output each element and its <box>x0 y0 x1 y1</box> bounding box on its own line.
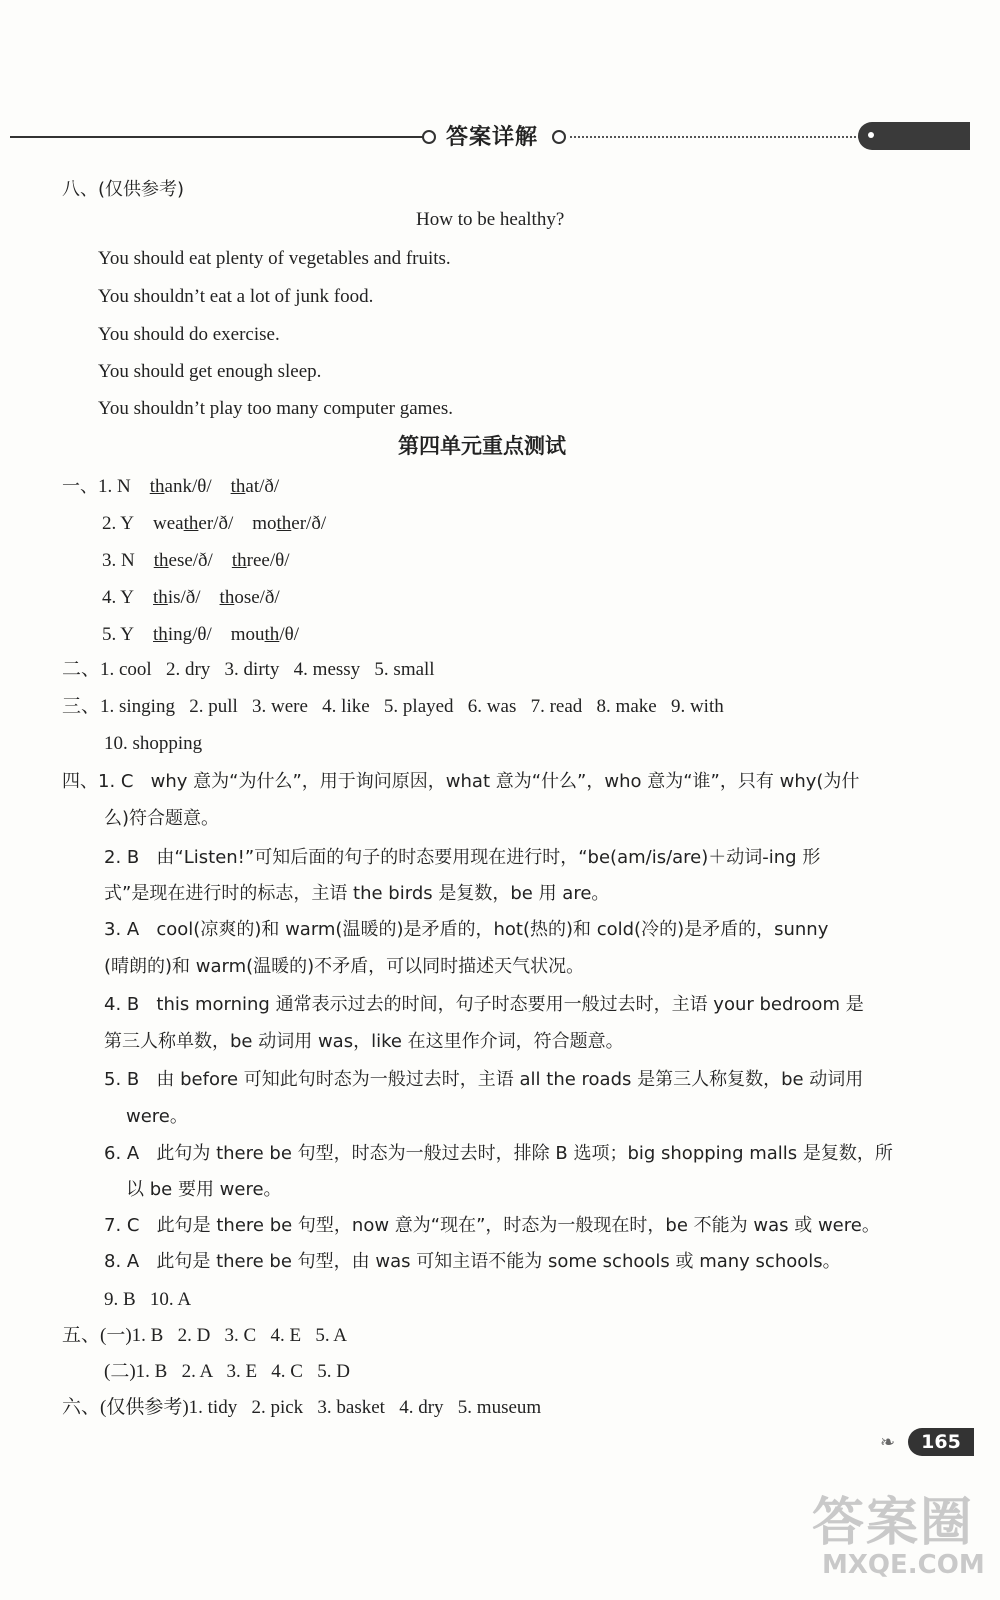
part5-line-1: 五、(一)1. B 2. D 3. C 4. E 5. A <box>62 1325 348 1346</box>
part4-line-9: 5. B 由 before 可知此句时态为一般过去时，主语 all the roads 是第三人称复数，be 动词用 <box>104 1069 864 1090</box>
word-rest: ese/ð/ <box>168 550 213 571</box>
part4-line-15: 9. B 10. A <box>104 1289 192 1310</box>
word-rest: ree/θ/ <box>246 550 290 571</box>
section8-title: How to be healthy? <box>416 209 565 230</box>
item-number: 2. Y <box>102 513 135 534</box>
underlined-letters: th <box>183 513 199 534</box>
part1-label: 一、 <box>62 476 98 497</box>
part4-line-12: 以 be 要用 were。 <box>126 1179 282 1200</box>
header-dot-right <box>552 130 566 144</box>
underlined-letters: th <box>153 624 168 645</box>
part6-answers: 六、(仅供参考)1. tidy 2. pick 3. basket 4. dry 5. museum <box>62 1397 542 1418</box>
part4-line-1: 四、1. C why 意为“为什么”，用于询问原因，what 意为“什么”，who 意为“谁”，只有 why(为什 <box>62 771 860 792</box>
section8-line-5: You shouldn’t play too many computer games. <box>98 398 453 419</box>
part4-line-5: 3. A cool(凉爽的)和 warm(温暖的)是矛盾的，hot(热的)和 cold(冷的)是矛盾的，sunny <box>104 919 829 940</box>
item-number: 5. Y <box>102 624 135 645</box>
word-rest: ank/θ/ <box>164 476 212 497</box>
word-start: wea <box>153 513 184 534</box>
word-rest: er/ð/ <box>198 513 234 534</box>
underlined-letters: th <box>149 476 165 497</box>
part4-line-2: 么)符合题意。 <box>104 808 220 829</box>
section8-line-1: You should eat plenty of vegetables and fruits. <box>98 248 451 269</box>
underlined-letters: th <box>230 476 246 497</box>
word-rest: /θ/ <box>279 624 299 645</box>
watermark-main: 答案圈 <box>812 1493 975 1553</box>
word-rest: ing/θ/ <box>167 624 212 645</box>
section8-line-2: You shouldn’t eat a lot of junk food. <box>98 286 374 307</box>
part4-line-11: 6. A 此句为 there be 句型，时态为一般过去时，排除 B 选项；big shopping malls 是复数，所 <box>104 1143 893 1164</box>
word-rest: ose/ð/ <box>234 587 280 608</box>
part4-line-10: were。 <box>126 1106 188 1127</box>
word-rest: is/ð/ <box>167 587 201 608</box>
header-title: 答案详解 <box>446 125 539 150</box>
section8-line-4: You should get enough sleep. <box>98 361 322 382</box>
part4-line-6: (晴朗的)和 warm(温暖的)不矛盾，可以同时描述天气状况。 <box>104 956 585 977</box>
underlined-letters: th <box>219 587 235 608</box>
item-number: 4. Y <box>102 587 135 608</box>
part3-answers-line-1: 三、1. singing 2. pull 3. were 4. like 5. played 6. was 7. read 8. make 9. with <box>62 696 724 717</box>
underlined-letters: th <box>264 624 280 645</box>
part4-line-3: 2. B 由“Listen!”可知后面的句子的时态要用现在进行时，“be(am/is/are)＋动词-ing 形 <box>104 847 821 868</box>
part4-line-14: 8. A 此句是 there be 句型，由 was 可知主语不能为 some schools 或 many schools。 <box>104 1251 841 1272</box>
part1-item-1 <box>98 475 279 499</box>
watermark-site: MXQE.COM <box>822 1550 985 1580</box>
part1-item-4 <box>102 586 280 610</box>
unit-title: 第四单元重点测试 <box>398 434 566 458</box>
section8-label: 八、(仅供参考) <box>62 179 185 200</box>
header-tab-dot <box>868 132 874 138</box>
section8-line-3: You should do exercise. <box>98 324 280 345</box>
item-number: 1. N <box>98 476 131 497</box>
part1-item-2 <box>102 512 326 536</box>
word-start: mou <box>230 624 265 645</box>
leaf-icon: ❧ <box>880 1432 896 1452</box>
part3-answers-line-2: 10. shopping <box>104 733 203 754</box>
header-rule-left <box>10 136 425 138</box>
part1-item-5 <box>102 623 299 647</box>
header-dot-left <box>422 130 436 144</box>
page-header <box>10 118 970 158</box>
underlined-letters: th <box>153 550 169 571</box>
part5-line-2: (二)1. B 2. A 3. E 4. C 5. D <box>104 1361 350 1382</box>
part4-line-7: 4. B this morning 通常表示过去的时间，句子时态要用一般过去时，主语 your bedroom 是 <box>104 994 864 1015</box>
header-rule-right <box>570 136 860 138</box>
page-number: 165 <box>908 1428 974 1456</box>
underlined-letters: th <box>231 550 247 571</box>
header-tab <box>858 122 970 150</box>
word-rest: at/ð/ <box>245 476 280 497</box>
watermark <box>808 1480 985 1590</box>
word-rest: er/ð/ <box>291 513 327 534</box>
part2-answers: 二、1. cool 2. dry 3. dirty 4. messy 5. small <box>62 659 435 680</box>
underlined-letters: th <box>153 587 168 608</box>
part4-line-8: 第三人称单数，be 动词用 was，like 在这里作介词，符合题意。 <box>104 1031 624 1052</box>
part4-line-4: 式”是现在进行时的标志，主语 the birds 是复数，be 用 are。 <box>104 883 610 904</box>
underlined-letters: th <box>276 513 292 534</box>
item-number: 3. N <box>102 550 135 571</box>
part1-item-3 <box>102 549 289 573</box>
word-start: mo <box>252 513 277 534</box>
part4-line-13: 7. C 此句是 there be 句型，now 意为“现在”，时态为一般现在时，be 不能为 was 或 were。 <box>104 1215 880 1236</box>
